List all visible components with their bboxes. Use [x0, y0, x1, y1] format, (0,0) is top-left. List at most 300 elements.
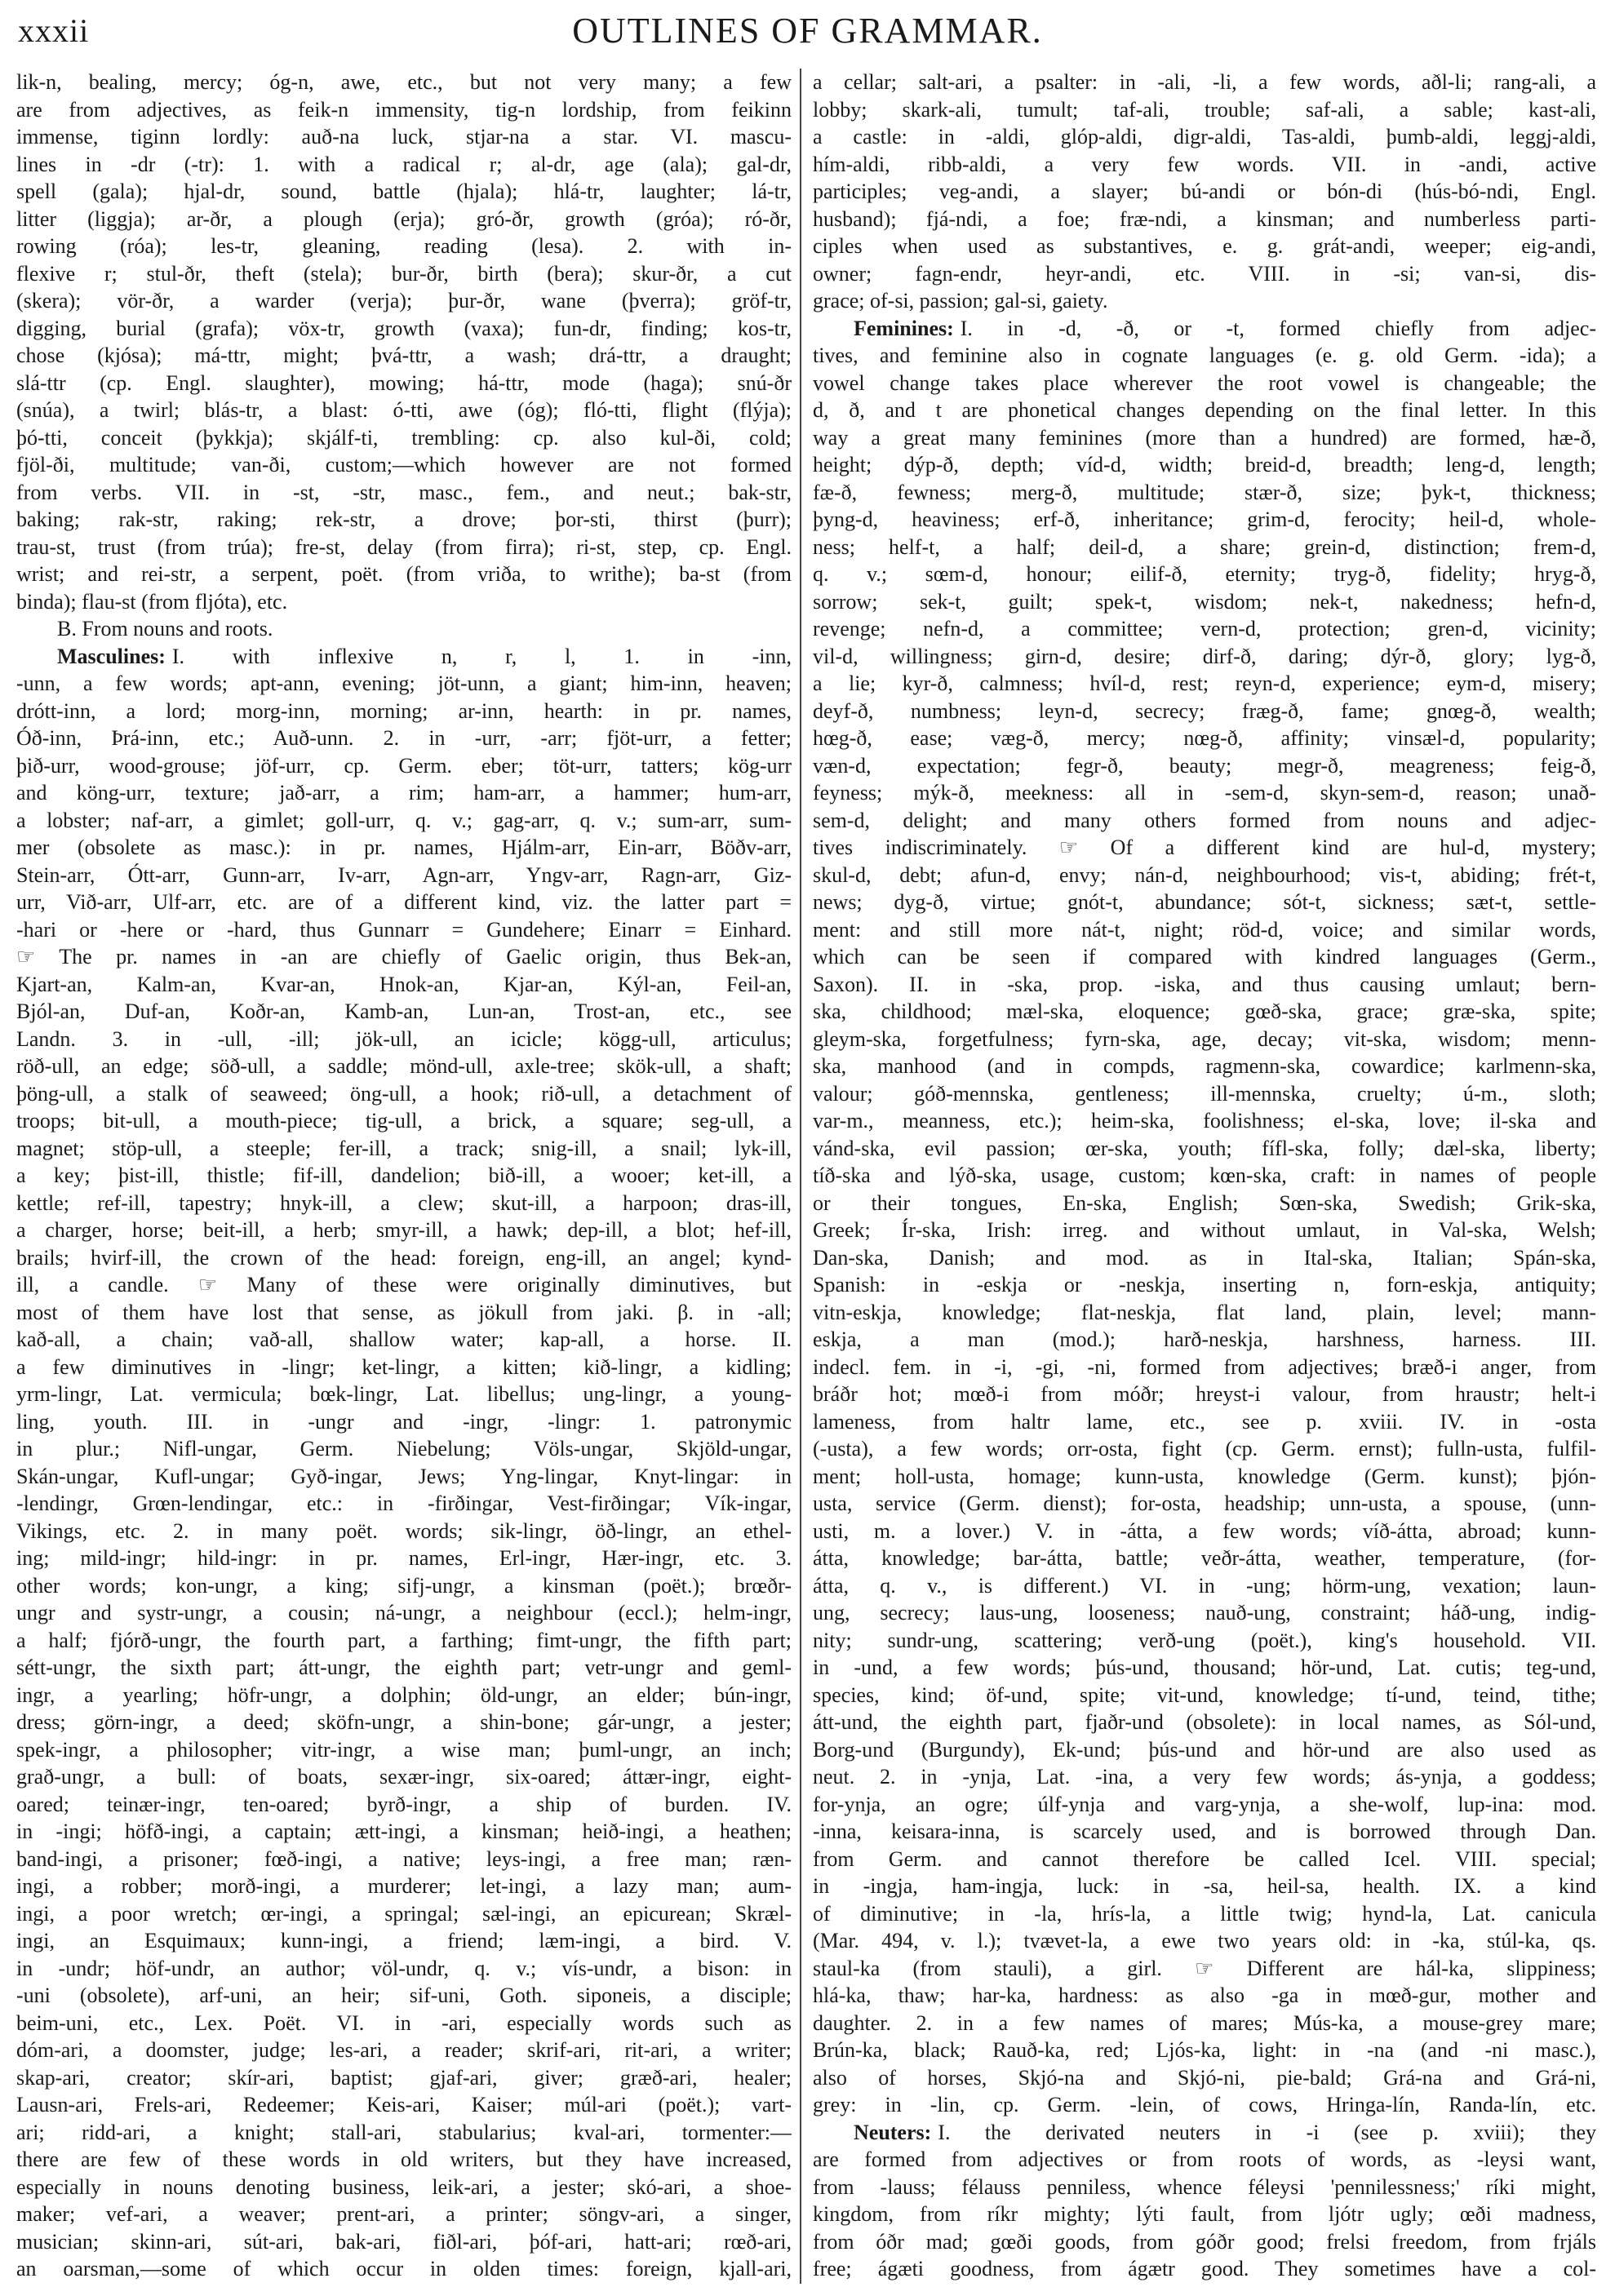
text-line	[16, 534, 792, 561]
line-text: other words; kon-ungr, a king; sifj-ungr, a kinsman (poët.); brœðr-	[16, 1573, 792, 1598]
text-line	[16, 1135, 792, 1163]
line-text: átt-und, the eighth part, fjaðr-und (obsolete): in local names, as Sól-und,	[813, 1710, 1596, 1734]
text-line	[813, 2228, 1596, 2256]
text-line	[813, 1545, 1596, 1572]
text-line	[16, 96, 792, 124]
line-text: especially in nouns denoting business, leik-ari, a jester; skó-ari, a shoe-	[16, 2174, 792, 2199]
line-text: þyng-d, heaviness; erf-ð, inheritance; grim-d, ferocity; heil-d, whole-	[813, 508, 1596, 531]
line-text: litter (liggja); ar-ðr, a plough (erja); gró-ðr, growth (gróa); ró-ðr,	[16, 206, 792, 231]
line-text: ingi, a poor wretch; œr-ingi, a springal; sæl-ingi, an epicurean; Skræl-	[16, 1901, 792, 1926]
text-line	[813, 2091, 1596, 2119]
text-line	[813, 1791, 1596, 1819]
line-text: skap-ari, creator; skír-ari, baptist; gjaf-ari, giver; græð-ari, healer;	[16, 2065, 792, 2090]
line-text: Saxon). II. in -ska, prop. -iska, and thus causing umlaut; bern-	[813, 972, 1596, 996]
text-line	[813, 1682, 1596, 1709]
text-line	[16, 2037, 792, 2064]
line-text: skul-d, debt; afun-d, envy; nán-d, neighbourhood; vis-t, abiding; frét-t,	[813, 862, 1596, 887]
line-text: röð-ull, an edge; söð-ull, a saddle; mönd-ull, axle-tree; skök-ull, a shaft;	[16, 1054, 792, 1078]
line-text: var-m., meanness, etc.); heim-ska, foolishness; el-ska, love; il-ska and	[813, 1109, 1596, 1132]
text-line	[16, 1271, 792, 1299]
text-line	[813, 1135, 1596, 1163]
line-text: -unn, a few words; apt-ann, evening; jöt-unn, a giant; him-inn, heaven;	[16, 672, 792, 695]
line-text: lameness, from haltr lame, etc., see p. xviii. IV. in -osta	[813, 1409, 1596, 1434]
text-line	[16, 424, 792, 452]
line-text: tives, and feminine also in cognate languages (e. g. old Germ. -ida); a	[813, 344, 1596, 367]
line-text: also of horses, Skjó-na and Skjó-ni, pie-bald; Grá-na and Grá-ni,	[813, 2065, 1596, 2090]
line-text: ungr and systr-ungr, a cousin; ná-ungr, a neighbour (eccl.); helm-ingr,	[16, 1601, 792, 1624]
text-line	[16, 2228, 792, 2256]
text-line	[813, 862, 1596, 889]
line-text: urr, Við-arr, Ulf-arr, etc. are of a different kind, viz. the latter part =	[16, 890, 792, 914]
text-line	[16, 1381, 792, 1408]
text-line	[813, 1818, 1596, 1846]
line-text: in -undr; höf-undr, an author; völ-undr, q. v.; vís-undr, a bison: in	[16, 1956, 792, 1980]
section-heading: Masculines:	[57, 644, 166, 668]
line-text: bráðr hot; mœð-i from móðr; hreyst-i valour, from hraustr; helt-i	[813, 1382, 1596, 1406]
line-text: feyness; mýk-ð, meekness: all in -sem-d, skyn-sem-d, reason; unað-	[813, 781, 1596, 804]
line-text: -hari or -here or -hard, thus Gunnarr = Gundehere; Einarr = Einhard.	[16, 917, 792, 942]
text-line	[16, 698, 792, 725]
text-line	[16, 2174, 792, 2201]
line-text: rowing (róa); les-tr, gleaning, reading (lesa). 2. with in-	[16, 234, 792, 258]
line-text: mer (obsolete as masc.): in pr. names, Hjálm-arr, Ein-arr, Böðv-arr,	[16, 836, 792, 859]
text-line	[813, 69, 1596, 96]
line-text: Brún-ka, black; Rauð-ka, red; Ljós-ka, light: in -na (and -ni masc.),	[813, 2038, 1596, 2062]
line-text: oared; teinær-ingr, ten-oared; byrð-ingr, a ship of burden. IV.	[16, 1792, 792, 1816]
line-text: ling, youth. III. in -ungr and -ingr, -lingr: 1. patronymic	[16, 1409, 792, 1434]
text-line	[16, 1763, 792, 1791]
line-text: ingi, a robber; morð-ingi, a murderer; let-ingi, a lazy man; aum-	[16, 1874, 792, 1898]
line-text: musician; skinn-ari, sút-ari, bak-ari, fiðl-ari, þóf-ari, hatt-ari; rœð-ari,	[16, 2229, 792, 2254]
line-text: deyf-ð, numbness; leyn-d, secrecy; fræg-ð, fame; gnœg-ð, wealth;	[813, 698, 1596, 723]
text-line	[16, 1190, 792, 1217]
line-text: baking; rak-str, raking; rek-str, a drove; þor-sti, thirst (þurr);	[16, 508, 792, 531]
text-line	[813, 698, 1596, 725]
text-line	[16, 151, 792, 179]
text-line	[16, 643, 792, 671]
text-line	[813, 1927, 1596, 1955]
text-line	[813, 206, 1596, 233]
line-text: spell (gala); hjal-dr, sound, battle (hjala); hlá-tr, laughter; lá-tr,	[16, 180, 792, 203]
line-text: trau-st, trust (from trúa); fre-st, delay (from firra); ri-st, step, cp. Engl.	[16, 534, 792, 559]
line-text: fjöl-ði, multitude; van-ði, custom;—which however are not formed	[16, 453, 792, 476]
text-line	[813, 2119, 1596, 2147]
line-text: d, ð, and t are phonetical changes depending on the final letter. In this	[813, 398, 1596, 422]
line-text: Óð-inn, Þrá-inn, etc.; Auð-unn. 2. in -urr, -arr; fjöt-urr, a fetter;	[16, 726, 792, 750]
text-line	[813, 1162, 1596, 1190]
text-line	[813, 424, 1596, 452]
text-line	[813, 807, 1596, 835]
text-line	[16, 1627, 792, 1655]
line-text: hlá-ka, thaw; har-ka, hardness: as also -ga in mœð-gur, mother and	[813, 1984, 1596, 2007]
text-line	[813, 643, 1596, 671]
line-text: ingi, an Esquimaux; kunn-ingi, a friend; læm-ingi, a bird. V.	[16, 1929, 792, 1952]
page-header	[0, 7, 1615, 55]
line-text: wrist; and rei-str, a serpent, poët. (from vriða, to writhe); ba-st (from	[16, 562, 792, 586]
line-text: an oarsman,—some of which occur in olden times: foreign, kjall-ari,	[16, 2257, 792, 2280]
line-text: lobby; skark-ali, tumult; taf-ali, trouble; saf-ali, a sable; kast-ali,	[813, 97, 1596, 122]
line-text: ment: and still more nát-t, night; röd-d, voice; and similar words,	[813, 917, 1596, 942]
line-text: husband); fjá-ndi, a foe; fræ-ndi, a kinsman; and numberless parti-	[813, 206, 1596, 231]
text-line	[16, 1709, 792, 1736]
text-line	[16, 233, 792, 260]
text-line	[813, 1900, 1596, 1928]
text-line	[813, 451, 1596, 479]
line-text: (Mar. 494, v. l.); tvævet-la, a ewe two years old: in -ka, stúl-ka, qs.	[813, 1929, 1596, 1952]
text-line	[16, 342, 792, 370]
text-line	[16, 397, 792, 424]
line-text: I. in -d, -ð, or -t, formed chiefly from adjec-	[960, 316, 1596, 340]
line-text: eskja, a man (mod.); harð-neskja, harshness, harness. III.	[813, 1328, 1596, 1351]
line-text: Dan-ska, Danish; and mod. as in Ital-ska, Italian; Spán-ska,	[813, 1245, 1596, 1270]
line-text: vánd-ska, evil passion; œr-ska, youth; fífl-ska, folly; dæl-ska, liberty;	[813, 1136, 1596, 1160]
text-line	[16, 1900, 792, 1928]
text-line	[16, 1408, 792, 1436]
text-line	[813, 1080, 1596, 1108]
text-line	[813, 1736, 1596, 1764]
line-text: chose (kjósa); má-ttr, might; þvá-ttr, a wash; drá-ttr, a draught;	[16, 344, 792, 367]
text-line	[813, 916, 1596, 944]
line-text: usti, m. a lover.) V. in -átta, a few words; víð-átta, abroad; kunn-	[813, 1518, 1596, 1543]
text-line	[16, 1354, 792, 1381]
text-line	[16, 1599, 792, 1627]
text-line	[16, 2064, 792, 2092]
text-line	[16, 1026, 792, 1053]
text-line	[813, 752, 1596, 780]
text-line	[813, 1107, 1596, 1135]
line-text: grey: in -lin, cp. Germ. -lein, of cows, Hringa-lín, Randa-lín, etc.	[813, 2093, 1596, 2116]
text-line	[16, 479, 792, 507]
line-text: Lausn-ari, Frels-ari, Redeemer; Keis-ari, Kaiser; múl-ari (poët.); vart-	[16, 2093, 792, 2116]
text-line	[813, 834, 1596, 862]
text-line	[813, 506, 1596, 534]
text-line	[813, 1326, 1596, 1354]
line-text: I. the derivated neuters in -i (see p. xviii); they	[938, 2120, 1596, 2144]
text-line	[813, 1627, 1596, 1655]
line-text: flexive r; stul-ðr, theft (stela); bur-ðr, birth (bera); skur-ðr, a cut	[16, 261, 792, 286]
text-line	[16, 1654, 792, 1682]
line-text: are from adjectives, as feik-n immensity, tig-n lordship, from feikinn	[16, 97, 792, 122]
line-text: from óðr mad; gœði goods, from góðr good; frelsi freedom, from frjáls	[813, 2229, 1596, 2254]
line-text: binda); flau-st (from fljóta), etc.	[16, 589, 288, 614]
text-line	[16, 1873, 792, 1900]
line-text: free; ágæti goodness, from ágætr good. They sometimes have a col-	[813, 2257, 1596, 2280]
text-line	[16, 1818, 792, 1846]
text-line	[813, 725, 1596, 752]
text-line	[813, 889, 1596, 916]
text-line	[16, 2091, 792, 2119]
line-text: slá-ttr (cp. Engl. slaughter), mowing; há-ttr, mode (haga); snú-ðr	[16, 370, 792, 395]
line-text: sorrow; sek-t, guilt; spek-t, wisdom; nek-t, nakedness; hefn-d,	[813, 589, 1596, 614]
line-text: ment; holl-usta, homage; kunn-usta, knowledge (Germ. kunst); þjón-	[813, 1464, 1596, 1488]
text-line	[813, 2201, 1596, 2228]
line-text: (skera); vör-ðr, a warder (verja); þur-ðr, wane (þverra); gröf-tr,	[16, 289, 792, 312]
text-line	[813, 670, 1596, 698]
text-line	[813, 1435, 1596, 1463]
line-text: þið-urr, wood-grouse; jöf-urr, cp. Germ. eber; töt-urr, tatters; kög-urr	[16, 753, 792, 778]
text-line	[16, 2146, 792, 2174]
text-line	[813, 1217, 1596, 1244]
text-line	[813, 370, 1596, 397]
text-line	[16, 1518, 792, 1545]
text-line	[16, 1162, 792, 1190]
line-text: Bjól-an, Duf-an, Koðr-an, Kamb-an, Lun-an, Trost-an, etc., see	[16, 1000, 792, 1023]
text-line	[16, 1053, 792, 1080]
text-line	[813, 123, 1596, 151]
line-text: tíð-ska and lýð-ska, usage, custom; kœn-ska, craft: in names of people	[813, 1164, 1596, 1187]
text-line	[16, 1080, 792, 1108]
text-line	[16, 2010, 792, 2037]
text-line	[16, 1846, 792, 1873]
line-text: kað-all, a chain; vað-all, shallow water; kap-all, a horse. II.	[16, 1328, 792, 1351]
text-line	[16, 916, 792, 944]
line-text: Spanish: in -eskja or -neskja, inserting n, forn-eskja, antiquity;	[813, 1273, 1596, 1296]
text-line	[16, 725, 792, 752]
line-text: a cellar; salt-ari, a psalter: in -ali, -li, a few words, aðl-li; rang-ali, a	[813, 70, 1596, 94]
text-line	[16, 1244, 792, 1272]
text-line	[16, 260, 792, 288]
line-text: ness; helf-t, a half; deil-d, a share; grein-d, distinction; frem-d,	[813, 534, 1596, 559]
line-text: brails; hvirf-ill, the crown of the head: foreign, eng-ill, an angel; kynd-	[16, 1245, 792, 1270]
text-line	[813, 1463, 1596, 1491]
line-text: daughter. 2. in a few names of mares; Mús-ka, a mouse-grey mare;	[813, 2010, 1596, 2035]
line-text: spek-ingr, a philosopher; vitr-ingr, a wise man; þuml-ungr, an inch;	[16, 1737, 792, 1762]
text-line	[16, 889, 792, 916]
text-line	[16, 1490, 792, 1518]
line-text: revenge; nefn-d, a committee; vern-d, protection; gren-d, vicinity;	[813, 617, 1596, 640]
line-text: in -ingi; höfð-ingi, a captain; ætt-ingi, a kinsman; heið-ingi, a heathen;	[16, 1820, 792, 1843]
page-title: OUTLINES OF GRAMMAR.	[572, 11, 1043, 51]
line-text: digging, burial (grafa); vöx-tr, growth (vaxa); fun-dr, finding; kos-tr,	[16, 316, 792, 340]
line-text: sem-d, delight; and many others formed from nouns and adjec-	[813, 808, 1596, 832]
text-line	[16, 1435, 792, 1463]
text-line	[813, 1244, 1596, 1272]
text-line	[16, 1107, 792, 1135]
line-text: ska, manhood (and in compds, ragmenn-ska, cowardice; karlmenn-ska,	[813, 1054, 1596, 1078]
line-text: átta, knowledge; bar-átta, battle; veðr-átta, weather, temperature, (for-	[813, 1546, 1596, 1570]
text-line	[16, 287, 792, 315]
line-text: ari; ridd-ari, a knight; stall-ari, stabularius; kval-ari, tormenter:—	[16, 2120, 792, 2144]
line-text: from Germ. and cannot therefore be called Icel. VIII. special;	[813, 1846, 1596, 1871]
text-line	[813, 534, 1596, 561]
text-line	[813, 151, 1596, 179]
line-text: þó-tti, conceit (þykkja); skjálf-ti, trembling: cp. also kul-ði, cold;	[16, 425, 792, 450]
text-line	[813, 1572, 1596, 1600]
line-text: vowel change takes place wherever the root vowel is changeable; the	[813, 370, 1596, 395]
text-line	[813, 1763, 1596, 1791]
section-heading: Feminines:	[854, 316, 954, 340]
line-text: there are few of these words in old writers, but they have increased,	[16, 2148, 792, 2171]
line-text: gleym-ska, forgetfulness; fyrn-ska, age, decay; vit-ska, wisdom; menn-	[813, 1026, 1596, 1051]
line-text: kettle; ref-ill, tapestry; hnyk-ill, a clew; skut-ill, a harpoon; dras-ill,	[16, 1190, 792, 1215]
line-text: species, kind; öf-und, spite; vit-und, knowledge; tí-und, teind, tithe;	[813, 1682, 1596, 1707]
line-text: kingdom, from ríkr mighty; lýti fault, from ljótr ugly; œði madness,	[813, 2202, 1596, 2226]
line-text: a few diminutives in -lingr; ket-lingr, a kitten; kið-lingr, a kidling;	[16, 1354, 792, 1379]
line-text: Borg-und (Burgundy), Ek-und; þús-und and hör-und are also used as	[813, 1737, 1596, 1762]
line-text: hím-aldi, ribb-aldi, a very few words. VII. in -andi, active	[813, 152, 1596, 176]
text-line	[16, 1299, 792, 1327]
text-line	[16, 178, 792, 206]
text-line	[16, 561, 792, 588]
text-line	[813, 1873, 1596, 1900]
text-line	[813, 397, 1596, 424]
line-text: valour; góð-mennska, gentleness; ill-mennska, cruelty; ú-m., sloth;	[813, 1081, 1596, 1106]
line-text: for-ynja, an ogre; úlf-ynja and varg-ynja, a she-wolf, lup-ina: mod.	[813, 1792, 1596, 1816]
text-line	[813, 1299, 1596, 1327]
line-text: troops; bit-ull, a mouth-piece; tig-ull, a brick, a square; seg-ull, a	[16, 1109, 792, 1132]
text-line	[16, 2119, 792, 2147]
text-line	[813, 1408, 1596, 1436]
line-text: nity; sundr-ung, scattering; verð-ung (poët.), king's household. VII.	[813, 1628, 1596, 1652]
text-line	[813, 260, 1596, 288]
text-line	[16, 1545, 792, 1572]
line-text: and köng-urr, texture; jað-arr, a rim; ham-arr, a hammer; hum-arr,	[16, 781, 792, 804]
text-line	[16, 971, 792, 999]
line-text: a lobster; naf-arr, a gimlet; goll-urr, q. v.; gag-arr, q. v.; sum-arr, sum-	[16, 808, 792, 832]
text-line	[16, 1982, 792, 2010]
text-line	[813, 1654, 1596, 1682]
text-line	[16, 1572, 792, 1600]
line-text: -uni (obsolete), arf-uni, an heir; sif-uni, Goth. siponeis, a disciple;	[16, 1984, 792, 2007]
line-text: maker; vef-ari, a weaver; prent-ari, a printer; söngv-ari, a singer,	[16, 2202, 792, 2226]
line-text: Vikings, etc. 2. in many poët. words; sik-lingr, öð-lingr, an ethel-	[16, 1518, 792, 1543]
line-text: lik-n, bealing, mercy; óg-n, awe, etc., but not very many; a few	[16, 70, 792, 94]
text-line	[16, 834, 792, 862]
line-text: a half; fjórð-ungr, the fourth part, a farthing; fimt-ungr, the fifth part;	[16, 1628, 792, 1652]
line-text: -inna, keisara-inna, is scarcely used, and is borrowed through Dan.	[813, 1820, 1596, 1843]
line-text: yrm-lingr, Lat. vermicula; bœk-lingr, Lat. libellus; ung-lingr, a young-	[16, 1382, 792, 1406]
line-text: a castle: in -aldi, glóp-aldi, digr-aldi, Tas-aldi, þumb-aldi, leggj-aldi,	[813, 125, 1596, 148]
text-line	[16, 2255, 792, 2283]
line-text: (snúa), a twirl; blás-tr, a blast: ó-tti, awe (óg); fló-tti, flight (flýja);	[16, 398, 792, 422]
line-text: or their tongues, En-ska, English; Sœn-ska, Swedish; Grik-ska,	[813, 1190, 1596, 1215]
line-text: Landn. 3. in -ull, -ill; jök-ull, an icicle; kögg-ull, articulus;	[16, 1026, 792, 1051]
text-line	[813, 615, 1596, 643]
line-text: immense, tiginn lordly: auð-na luck, stjar-na a star. VI. mascu-	[16, 125, 792, 148]
text-line	[813, 96, 1596, 124]
section-heading: Neuters:	[854, 2120, 932, 2144]
text-line	[813, 2010, 1596, 2037]
text-line	[16, 752, 792, 780]
text-line	[813, 233, 1596, 260]
line-text: drótt-inn, a lord; morg-inn, morning; ar-inn, hearth: in pr. names,	[16, 698, 792, 723]
text-line	[813, 1846, 1596, 1873]
text-line	[813, 1354, 1596, 1381]
text-line	[813, 1381, 1596, 1408]
text-line	[813, 342, 1596, 370]
text-line	[16, 206, 792, 233]
text-line	[813, 2255, 1596, 2283]
line-text: -lendingr, Grœn-lendingar, etc.: in -firðingar, Vest-firðingar; Vík-ingar,	[16, 1492, 792, 1515]
line-text: Greek; Ír-ska, Irish: irreg. and without umlaut, in Val-ska, Welsh;	[813, 1218, 1596, 1242]
right-column	[813, 69, 1596, 2283]
text-line	[813, 315, 1596, 343]
line-text: beim-uni, etc., Lex. Poët. VI. in -ari, especially words such as	[16, 2010, 792, 2035]
line-text: átta, q. v., is different.) VI. in -ung; hörm-ung, vexation; laun-	[813, 1573, 1596, 1598]
line-text: magnet; stöp-ull, a steeple; fer-ill, a track; snig-ill, a snail; lyk-ill,	[16, 1136, 792, 1160]
text-line	[813, 2146, 1596, 2174]
line-text: hœg-ð, ease; væg-ð, mercy; nœg-ð, affinity; vinsæl-d, popularity;	[813, 726, 1596, 750]
line-text: ☞ The pr. names in -an are chiefly of Gaelic origin, thus Bek-an,	[16, 945, 792, 968]
line-text: neut. 2. in -ynja, Lat. -ina, a very few words; ás-ynja, a goddess;	[813, 1765, 1596, 1788]
text-line	[813, 1190, 1596, 1217]
text-line	[813, 1955, 1596, 1983]
text-line	[813, 1271, 1596, 1299]
text-line	[16, 370, 792, 397]
line-text: in -ingja, ham-ingja, luck: in -sa, heil-sa, health. IX. a kind	[813, 1874, 1596, 1898]
line-text: þöng-ull, a stalk of seaweed; öng-ull, a hook; rið-ull, a detachment of	[16, 1081, 792, 1106]
text-line	[813, 1026, 1596, 1053]
line-text: a charger, horse; beit-ill, a herb; smyr-ill, a hawk; dep-ill, a blot; hef-ill,	[16, 1218, 792, 1242]
text-line	[813, 2064, 1596, 2092]
text-line	[16, 943, 792, 971]
text-line	[16, 670, 792, 698]
line-text: B. From nouns and roots.	[57, 617, 273, 640]
text-line	[16, 123, 792, 151]
line-text: participles; veg-andi, a slayer; bú-andi or bón-di (hús-bó-ndi, Engl.	[813, 180, 1596, 203]
line-text: sétt-ungr, the sixth part; átt-ungr, the eighth part; vetr-ungr and geml-	[16, 1656, 792, 1679]
line-text: from -lauss; félauss penniless, whence féleysi 'pennilessness;' ríki might,	[813, 2174, 1596, 2199]
text-line	[16, 615, 792, 643]
line-text: from verbs. VII. in -st, -str, masc., fem., and neut.; bak-str,	[16, 480, 792, 504]
line-text: a key; þist-ill, thistle; fif-ill, dandelion; bið-ill, a wooer; ket-ill, a	[16, 1164, 792, 1187]
line-text: in -und, a few words; þús-und, thousand; hör-und, Lat. cutis; teg-und,	[813, 1656, 1596, 1679]
text-line	[813, 2037, 1596, 2064]
line-text: way a great many feminines (more than a hundred) are formed, hæ-ð,	[813, 425, 1596, 450]
line-text: dress; görn-ingr, a deed; sköfn-ungr, a shin-bone; gár-ungr, a jester;	[16, 1710, 792, 1734]
text-line	[16, 315, 792, 343]
line-text: ing; mild-ingr; hild-ingr: in pr. names, Erl-ingr, Hær-ingr, etc. 3.	[16, 1546, 792, 1570]
text-line	[16, 1791, 792, 1819]
text-line	[813, 1709, 1596, 1736]
line-text: Kjart-an, Kalm-an, Kvar-an, Hnok-an, Kjar-an, Kýl-an, Feil-an,	[16, 972, 792, 996]
page-number: xxxii	[18, 12, 90, 49]
text-line	[813, 1490, 1596, 1518]
line-text: a lie; kyr-ð, calmness; hvíl-d, rest; reyn-d, experience; eym-d, misery;	[813, 672, 1596, 695]
line-text: (-usta), a few words; orr-osta, fight (cp. Germ. ernst); fulln-usta, fulfil-	[813, 1437, 1596, 1460]
line-text: ingr, a yearling; höfr-ungr, a dolphin; öld-ungr, an elder; bún-ingr,	[16, 1682, 792, 1707]
text-line	[16, 451, 792, 479]
text-line	[16, 588, 792, 616]
text-line	[16, 506, 792, 534]
line-text: Skán-ungar, Kufl-ungar; Gyð-ingar, Jews; Yng-lingar, Knyt-lingar: in	[16, 1464, 792, 1488]
text-line	[813, 779, 1596, 807]
line-text: height; dýp-ð, depth; víd-d, width; breid-d, breadth; leng-d, length;	[813, 453, 1596, 476]
text-line	[16, 1463, 792, 1491]
text-line	[16, 807, 792, 835]
text-line	[813, 287, 1596, 315]
line-text: ska, childhood; mæl-ska, eloquence; gœð-ska, grace; græ-ska, spite;	[813, 1000, 1596, 1023]
text-line	[16, 1955, 792, 1983]
line-text: indecl. fem. in -i, -gi, -ni, formed from adjectives; bræð-i anger, from	[813, 1354, 1596, 1379]
line-text: lines in -dr (-tr): 1. with a radical r; al-dr, age (ala); gal-dr,	[16, 152, 792, 176]
text-line	[16, 1217, 792, 1244]
line-text: staul-ka (from stauli), a girl. ☞ Different are hál-ka, slippiness;	[813, 1956, 1596, 1980]
text-line	[813, 1053, 1596, 1080]
column-divider	[800, 69, 801, 2284]
line-text: dóm-ari, a doomster, judge; les-ari, a reader; skrif-ari, rit-ari, a writer;	[16, 2038, 792, 2062]
line-text: which can be seen if compared with kindred languages (Germ.,	[813, 945, 1596, 968]
line-text: grað-ungr, a bull: of boats, sexær-ingr, six-oared; áttær-ingr, eight-	[16, 1765, 792, 1788]
line-text: band-ingi, a prisoner; fœð-ingi, a native; leys-ingi, a free man; ræn-	[16, 1846, 792, 1871]
line-text: most of them have lost that sense, as jökull from jaki. β. in -all;	[16, 1300, 792, 1324]
line-text: of diminutive; in -la, hrís-la, a little twig; hynd-la, Lat. canicula	[813, 1901, 1596, 1926]
text-line	[16, 862, 792, 889]
text-line	[16, 1682, 792, 1709]
line-text: owner; fagn-endr, heyr-andi, etc. VIII. in -si; van-si, dis-	[813, 261, 1596, 286]
text-line	[813, 588, 1596, 616]
text-line	[813, 998, 1596, 1026]
